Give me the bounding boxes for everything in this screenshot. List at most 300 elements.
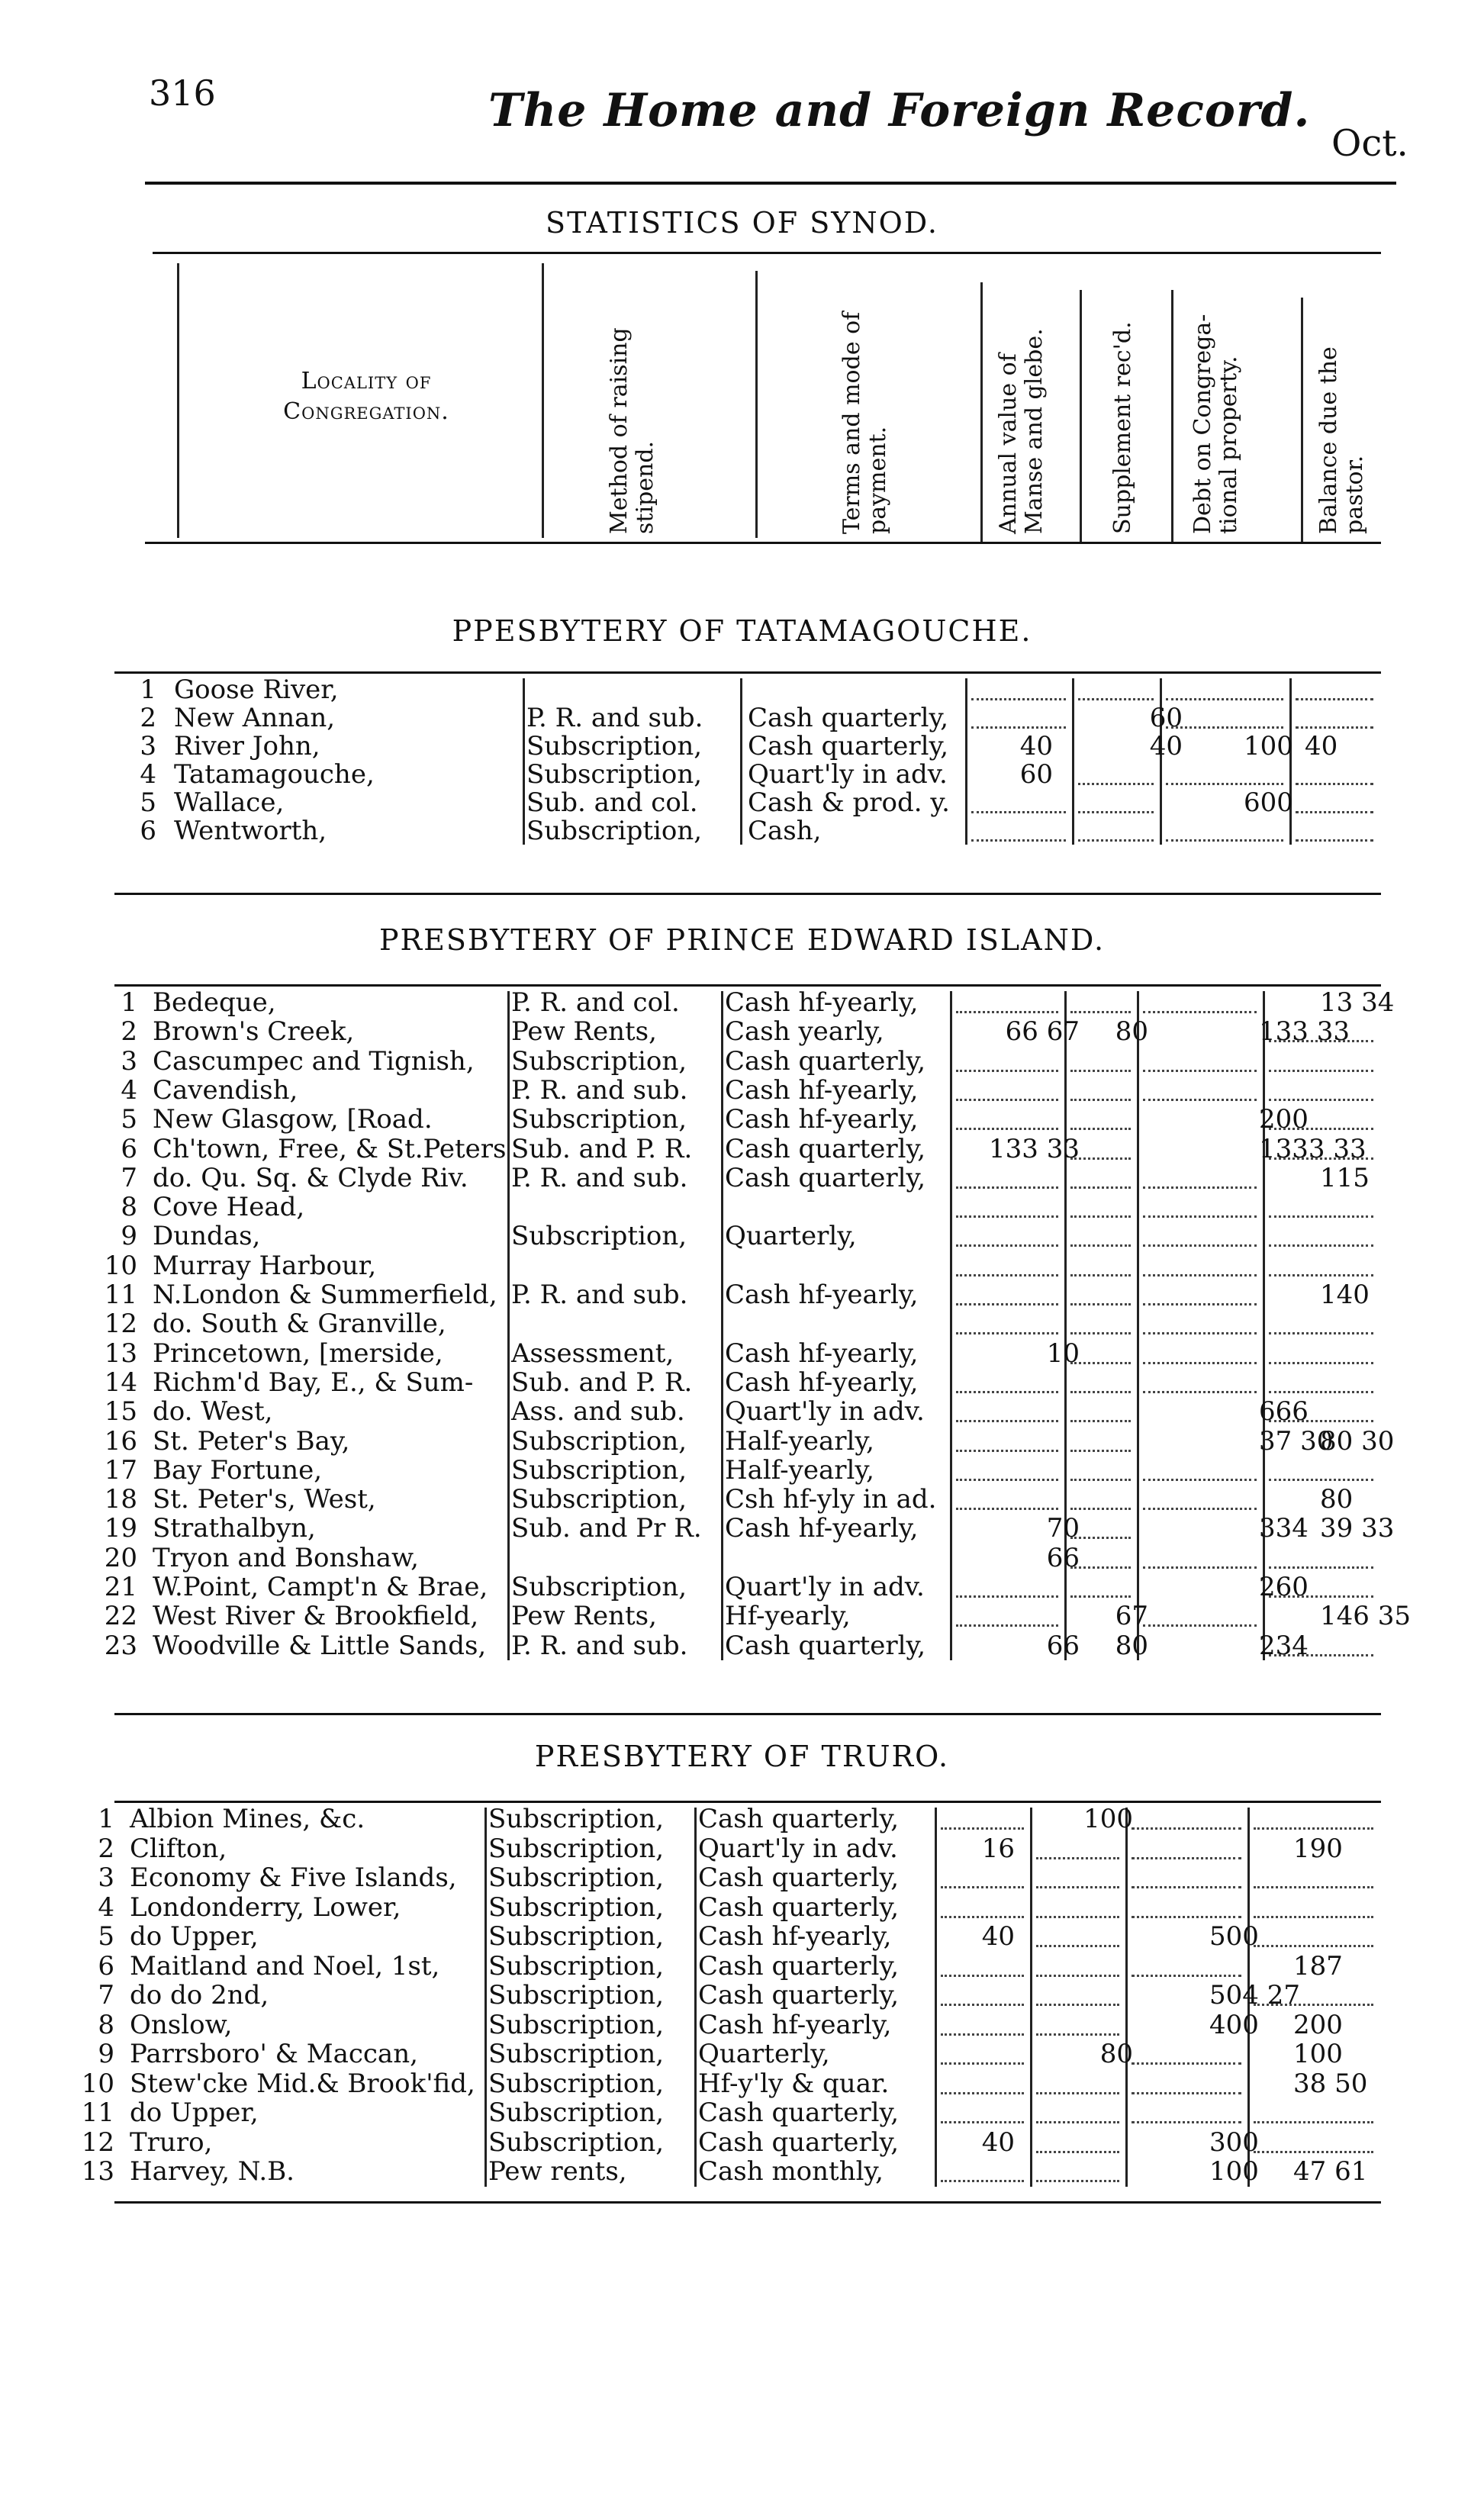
balance-cell: 100 xyxy=(1293,2039,1343,2069)
dot-leader xyxy=(1036,2092,1119,2094)
debt-column-header: Debt on Congrega- tional property. xyxy=(1189,314,1242,534)
dot-leader xyxy=(1070,1332,1131,1334)
terms-cell: Quarterly, xyxy=(725,1221,857,1252)
locality-cell: Wentworth, xyxy=(174,816,327,846)
debt-cell: 234 xyxy=(1259,1630,1309,1661)
annual-value-cell: 66 xyxy=(1046,1542,1080,1573)
dot-leader xyxy=(1269,1070,1373,1072)
dot-leader xyxy=(1036,1975,1119,1977)
dot-leader xyxy=(1143,1215,1257,1218)
annual-value-cell: 16 xyxy=(981,1833,1015,1864)
terms-cell: Hf-y'ly & quar. xyxy=(698,2068,890,2099)
locality-cell: do. Qu. Sq. & Clyde Riv. xyxy=(153,1162,468,1193)
dot-leader xyxy=(956,1128,1058,1130)
section-bottom-rule xyxy=(114,2201,1381,2204)
method-cell: Subscription, xyxy=(488,1891,665,1923)
method-cell: Subscription, xyxy=(526,731,703,761)
row-number: 7 xyxy=(121,1162,137,1193)
method-cell: Subscription, xyxy=(488,1833,665,1864)
dot-leader xyxy=(1143,1244,1257,1247)
terms-cell: Cash hf-yearly, xyxy=(725,1280,919,1310)
locality-cell: Brown's Creek, xyxy=(153,1016,355,1048)
terms-cell: Cash quarterly, xyxy=(698,1950,900,1982)
dot-leader xyxy=(941,2092,1024,2094)
row-number: 11 xyxy=(81,2097,114,2128)
supplement-cell: 80 xyxy=(1099,2039,1133,2069)
row-number: 6 xyxy=(98,1950,114,1982)
dot-leader xyxy=(1132,1916,1241,1918)
method-cell: Subscription, xyxy=(488,2126,665,2158)
terms-cell: Cash monthly, xyxy=(698,2156,884,2187)
dot-leader xyxy=(1132,2062,1241,2065)
locality-cell: Cove Head, xyxy=(153,1192,305,1223)
column-divider xyxy=(755,271,758,538)
dot-leader xyxy=(1078,811,1154,813)
annual-value-cell: 133 33 xyxy=(989,1133,1080,1164)
row-number: 16 xyxy=(104,1425,137,1457)
row-number: 3 xyxy=(121,1045,137,1077)
dot-leader xyxy=(1143,1186,1257,1189)
table-row xyxy=(0,2128,1484,2157)
balance-cell: 200 xyxy=(1293,2009,1343,2040)
column-divider xyxy=(177,263,179,538)
dot-leader xyxy=(1166,839,1283,842)
debt-cell: 200 xyxy=(1259,1104,1309,1135)
locality-cell: W.Point, Campt'n & Brae, xyxy=(153,1572,488,1602)
annual-value-cell: 10 xyxy=(1046,1338,1080,1369)
terms-cell: Cash quarterly, xyxy=(698,2126,900,2158)
dot-leader xyxy=(1036,1857,1119,1859)
supplement-cell: 80 xyxy=(1115,1016,1148,1048)
debt-cell: 260 xyxy=(1259,1572,1309,1602)
balance-cell: 115 xyxy=(1320,1162,1370,1193)
section-title: PRESBYTERY OF TRURO. xyxy=(534,1740,950,1773)
table-row xyxy=(0,1222,1484,1251)
table-row xyxy=(0,1047,1484,1076)
terms-cell: Cash quarterly, xyxy=(698,1891,900,1923)
row-number: 7 xyxy=(98,1980,114,2010)
terms-cell: Cash hf-yearly, xyxy=(725,1367,919,1398)
terms-cell: Cash hf-yearly, xyxy=(725,1074,919,1106)
dot-leader xyxy=(1132,1886,1241,1888)
table-row xyxy=(0,1631,1484,1660)
row-number: 5 xyxy=(140,787,156,818)
locality-cell: Strathalbyn, xyxy=(153,1513,316,1544)
dot-leader xyxy=(1269,1040,1373,1042)
table-row xyxy=(0,1076,1484,1105)
row-number: 12 xyxy=(81,2126,114,2158)
row-number: 13 xyxy=(81,2156,114,2187)
journal-title: The Home and Foreign Record. xyxy=(488,84,1311,137)
locality-cell: New Glasgow, [Road. xyxy=(153,1104,433,1135)
terms-cell: Cash quarterly, xyxy=(698,1980,900,2010)
dot-leader xyxy=(1143,1274,1257,1276)
method-cell: P. R. and sub. xyxy=(511,1630,688,1661)
dot-leader xyxy=(1070,1595,1131,1598)
method-cell: Subscription, xyxy=(511,1104,687,1135)
locality-cell: Tatamagouche, xyxy=(174,759,375,790)
terms-cell: Cash, xyxy=(748,816,822,846)
locality-cell: Cavendish, xyxy=(153,1074,298,1106)
terms-column-header: Terms and mode of payment. xyxy=(839,311,891,534)
locality-cell: Economy & Five Islands, xyxy=(130,1862,457,1893)
dot-leader xyxy=(971,698,1066,700)
table-title: STATISTICS OF SYNOD. xyxy=(546,206,938,240)
dot-leader xyxy=(1070,1274,1131,1276)
dot-leader xyxy=(941,2121,1024,2123)
table-row xyxy=(0,1427,1484,1456)
column-divider xyxy=(1301,298,1303,542)
table-row xyxy=(0,1017,1484,1046)
annual-value-cell: 70 xyxy=(1046,1513,1080,1544)
dot-leader xyxy=(1269,1479,1373,1481)
dot-leader xyxy=(1132,1827,1241,1830)
row-number: 1 xyxy=(98,1804,114,1834)
month-label: Oct. xyxy=(1331,122,1408,165)
row-number: 5 xyxy=(98,1921,114,1952)
locality-cell: Albion Mines, &c. xyxy=(130,1804,365,1834)
dot-leader xyxy=(971,839,1066,842)
supplement-cell: 40 xyxy=(1149,731,1183,761)
supplement-cell: 100 xyxy=(1083,1804,1133,1834)
row-number: 8 xyxy=(121,1192,137,1223)
dot-leader xyxy=(1143,1332,1257,1334)
terms-cell: Cash hf-yearly, xyxy=(698,2009,892,2040)
section-top-rule xyxy=(114,1801,1381,1803)
annual-value-cell: 66 xyxy=(1046,1630,1080,1661)
dot-leader xyxy=(1166,783,1283,785)
method-cell: P. R. and sub. xyxy=(526,703,703,733)
locality-cell: St. Peter's, West, xyxy=(153,1484,376,1515)
dot-leader xyxy=(1254,2121,1373,2123)
supplement-cell: 80 xyxy=(1115,1630,1148,1661)
dot-leader xyxy=(1269,1244,1373,1247)
dot-leader xyxy=(1143,1070,1257,1072)
method-column-header: Method of raising stipend. xyxy=(606,327,658,534)
locality-cell: Bedeque, xyxy=(153,987,276,1018)
dot-leader xyxy=(971,811,1066,813)
table-row xyxy=(0,1397,1484,1426)
row-number: 3 xyxy=(140,731,156,761)
section-top-rule xyxy=(114,671,1381,674)
dot-leader xyxy=(1269,1654,1373,1656)
table-row xyxy=(0,2069,1484,2098)
dot-leader xyxy=(941,1886,1024,1888)
row-number: 4 xyxy=(121,1074,137,1106)
dot-leader xyxy=(941,2062,1024,2065)
method-cell: Subscription, xyxy=(526,759,703,790)
terms-cell: Hf-yearly, xyxy=(725,1601,851,1632)
method-cell: Subscription, xyxy=(511,1484,687,1515)
supplement-cell: 67 xyxy=(1115,1601,1148,1632)
dot-leader xyxy=(1070,1157,1131,1160)
dot-leader xyxy=(1036,2033,1119,2036)
table-row xyxy=(0,1893,1484,1922)
dot-leader xyxy=(1143,1362,1257,1364)
dot-leader xyxy=(1269,1566,1373,1569)
debt-cell: 300 xyxy=(1209,2126,1259,2158)
method-cell: Subscription, xyxy=(488,1921,665,1952)
table-row xyxy=(0,1981,1484,2010)
locality-cell: Goose River, xyxy=(174,674,339,705)
dot-leader xyxy=(1254,2004,1373,2006)
terms-cell: Cash hf-yearly, xyxy=(725,987,919,1018)
supplement-cell: 60 xyxy=(1149,703,1183,733)
method-cell: Sub. and col. xyxy=(526,787,698,818)
dot-leader xyxy=(1078,783,1154,785)
table-row xyxy=(0,1164,1484,1193)
dot-leader xyxy=(1269,1362,1373,1364)
dot-leader xyxy=(1132,2121,1241,2123)
terms-cell: Cash hf-yearly, xyxy=(725,1104,919,1135)
locality-cell: do Upper, xyxy=(130,2097,259,2128)
debt-cell: 100 xyxy=(1244,731,1293,761)
dot-leader xyxy=(1070,1215,1131,1218)
table-row xyxy=(0,1339,1484,1368)
locality-cell: Dundas, xyxy=(153,1221,261,1252)
method-cell: Sub. and Pr R. xyxy=(511,1513,702,1544)
dot-leader xyxy=(1036,1945,1119,1947)
dot-leader xyxy=(1070,1391,1131,1393)
row-number: 1 xyxy=(121,987,137,1018)
dot-leader xyxy=(956,1274,1058,1276)
dot-leader xyxy=(956,1244,1058,1247)
method-cell: Pew rents, xyxy=(488,2156,627,2187)
table-row xyxy=(0,1485,1484,1514)
row-number: 10 xyxy=(104,1250,137,1281)
method-cell: Subscription, xyxy=(488,2068,665,2099)
locality-cell: do Upper, xyxy=(130,1921,259,1952)
locality-cell: River John, xyxy=(174,731,320,761)
row-number: 19 xyxy=(104,1513,137,1544)
method-cell: Subscription, xyxy=(488,2009,665,2040)
locality-cell: Maitland and Noel, 1st, xyxy=(130,1950,440,1982)
annual-value-cell: 40 xyxy=(981,2126,1015,2158)
terms-cell: Cash & prod. y. xyxy=(748,787,950,818)
locality-column-header: Locality of Congregation. xyxy=(283,368,449,425)
dot-leader xyxy=(1296,811,1373,813)
dot-leader xyxy=(1254,1886,1373,1888)
dot-leader xyxy=(971,726,1066,729)
row-number: 4 xyxy=(140,759,156,790)
dot-leader xyxy=(1254,1945,1373,1947)
annual-value-cell: 66 67 xyxy=(1005,1016,1080,1048)
table-row xyxy=(0,675,1484,704)
dot-leader xyxy=(1078,698,1154,700)
dot-leader xyxy=(1269,1215,1373,1218)
locality-cell: Truro, xyxy=(130,2126,213,2158)
terms-cell: Cash hf-yearly, xyxy=(698,1921,892,1952)
table-row xyxy=(0,732,1484,761)
table-row xyxy=(0,1804,1484,1833)
table-row xyxy=(0,1456,1484,1485)
column-header-bottom-rule xyxy=(145,542,1381,544)
dot-leader xyxy=(956,1595,1058,1598)
section-top-rule xyxy=(114,984,1381,987)
method-cell: Subscription, xyxy=(488,1804,665,1834)
dot-leader xyxy=(1269,1595,1373,1598)
annual-value-cell: 40 xyxy=(1019,731,1053,761)
method-cell: Subscription, xyxy=(511,1454,687,1486)
annual-value-cell: 60 xyxy=(1019,759,1053,790)
dot-leader xyxy=(956,1332,1058,1334)
section-title: PRESBYTERY OF PRINCE EDWARD ISLAND. xyxy=(378,923,1106,957)
dot-leader xyxy=(1143,1391,1257,1393)
dot-leader xyxy=(1070,1099,1131,1101)
terms-cell: Cash quarterly, xyxy=(725,1162,926,1193)
terms-cell: Csh hf-yly in ad. xyxy=(725,1484,937,1515)
locality-cell: Wallace, xyxy=(174,787,285,818)
dot-leader xyxy=(1143,1303,1257,1305)
dot-leader xyxy=(1070,1011,1131,1013)
method-cell: Subscription, xyxy=(488,1862,665,1893)
locality-cell: Bay Fortune, xyxy=(153,1454,323,1486)
dot-leader xyxy=(1132,2092,1241,2094)
table-row xyxy=(0,1573,1484,1602)
dot-leader xyxy=(1143,1479,1257,1481)
header-rule xyxy=(145,182,1396,185)
method-cell: Ass. and sub. xyxy=(511,1396,685,1428)
terms-cell: Cash quarterly, xyxy=(725,1045,926,1077)
table-row xyxy=(0,816,1484,845)
dot-leader xyxy=(1269,1332,1373,1334)
terms-cell: Quart'ly in adv. xyxy=(698,1833,898,1864)
locality-cell: St. Peter's Bay, xyxy=(153,1425,350,1457)
dot-leader xyxy=(1166,698,1283,700)
dot-leader xyxy=(1070,1303,1131,1305)
locality-cell: Londonderry, Lower, xyxy=(130,1891,401,1923)
table-row xyxy=(0,2010,1484,2039)
dot-leader xyxy=(1143,1624,1257,1627)
dot-leader xyxy=(956,1215,1058,1218)
table-row xyxy=(0,1309,1484,1338)
row-number: 8 xyxy=(98,2009,114,2040)
table-row xyxy=(0,1368,1484,1397)
dot-leader xyxy=(1036,2121,1119,2123)
locality-cell: do. West, xyxy=(153,1396,273,1428)
row-number: 1 xyxy=(140,674,156,705)
table-row xyxy=(0,1251,1484,1280)
debt-cell: 504 27 xyxy=(1209,1980,1300,2010)
debt-cell: 600 xyxy=(1244,787,1293,818)
locality-cell: Cascumpec and Tignish, xyxy=(153,1045,475,1077)
balance-cell: 140 xyxy=(1320,1280,1370,1310)
terms-cell: Cash quarterly, xyxy=(698,1862,900,1893)
dot-leader xyxy=(1254,2151,1373,2153)
debt-cell: 500 xyxy=(1209,1921,1259,1952)
dot-leader xyxy=(941,1975,1024,1977)
row-number: 17 xyxy=(104,1454,137,1486)
dot-leader xyxy=(956,1479,1058,1481)
row-number: 9 xyxy=(121,1221,137,1252)
dot-leader xyxy=(1070,1420,1131,1422)
dot-leader xyxy=(956,1508,1058,1510)
terms-cell: Cash quarterly, xyxy=(748,703,949,733)
dot-leader xyxy=(1036,1916,1119,1918)
annual-value-cell: 40 xyxy=(981,1921,1015,1952)
balance-cell: 146 35 xyxy=(1320,1601,1411,1632)
table-row xyxy=(0,1193,1484,1222)
row-number: 2 xyxy=(121,1016,137,1048)
locality-cell: West River & Brookfield, xyxy=(153,1601,479,1632)
row-number: 6 xyxy=(121,1133,137,1164)
dot-leader xyxy=(1254,1916,1373,1918)
dot-leader xyxy=(1070,1070,1131,1072)
dot-leader xyxy=(956,1624,1058,1627)
dot-leader xyxy=(1269,1128,1373,1130)
row-number: 9 xyxy=(98,2039,114,2069)
row-number: 12 xyxy=(104,1309,137,1340)
locality-cell: Princetown, [merside, xyxy=(153,1338,443,1369)
debt-cell: 666 xyxy=(1259,1396,1309,1428)
table-row xyxy=(0,1602,1484,1631)
table-row xyxy=(0,1135,1484,1164)
dot-leader xyxy=(1070,1566,1131,1569)
row-number: 2 xyxy=(98,1833,114,1864)
dot-leader xyxy=(1143,1566,1257,1569)
dot-leader xyxy=(1269,1099,1373,1101)
table-row xyxy=(0,988,1484,1017)
dot-leader xyxy=(1132,1975,1241,1977)
terms-cell: Cash quarterly, xyxy=(725,1630,926,1661)
dot-leader xyxy=(1078,839,1154,842)
locality-cell: Onslow, xyxy=(130,2009,233,2040)
dot-leader xyxy=(1070,1186,1131,1189)
balance-cell: 39 33 xyxy=(1320,1513,1395,1544)
balance-cell: 190 xyxy=(1293,1833,1343,1864)
dot-leader xyxy=(956,1070,1058,1072)
dot-leader xyxy=(1070,1450,1131,1452)
method-cell: Sub. and P. R. xyxy=(511,1367,693,1398)
locality-cell: New Annan, xyxy=(174,703,336,733)
method-cell: P. R. and col. xyxy=(511,987,680,1018)
row-number: 2 xyxy=(140,703,156,733)
balance-cell: 187 xyxy=(1293,1950,1343,1982)
method-cell: Subscription, xyxy=(511,1045,687,1077)
debt-cell: 100 xyxy=(1209,2156,1259,2187)
dot-leader xyxy=(1296,783,1373,785)
method-cell: P. R. and sub. xyxy=(511,1280,688,1310)
supplement-column-header: Supplement rec'd. xyxy=(1109,321,1136,534)
row-number: 20 xyxy=(104,1542,137,1573)
dot-leader xyxy=(956,1391,1058,1393)
method-cell: Subscription, xyxy=(488,2097,665,2128)
dot-leader xyxy=(1070,1479,1131,1481)
terms-cell: Quart'ly in adv. xyxy=(725,1572,925,1602)
terms-cell: Half-yearly, xyxy=(725,1454,874,1486)
locality-cell: do. South & Granville, xyxy=(153,1309,446,1340)
table-row xyxy=(0,2098,1484,2127)
terms-cell: Cash quarterly, xyxy=(698,1804,900,1834)
method-cell: Subscription, xyxy=(511,1221,687,1252)
column-divider xyxy=(1171,290,1173,542)
dot-leader xyxy=(941,2180,1024,2182)
balance-column-header: Balance due the pastor. xyxy=(1315,346,1368,534)
terms-cell: Cash quarterly, xyxy=(698,2097,900,2128)
row-number: 10 xyxy=(81,2068,114,2099)
method-cell: Sub. and P. R. xyxy=(511,1133,693,1164)
locality-cell: Ch'town, Free, & St.Peters xyxy=(153,1133,507,1164)
terms-cell: Cash hf-yearly, xyxy=(725,1338,919,1369)
locality-cell: Murray Harbour, xyxy=(153,1250,377,1281)
dot-leader xyxy=(1166,726,1283,729)
dot-leader xyxy=(956,1186,1058,1189)
locality-cell: Tryon and Bonshaw, xyxy=(153,1542,419,1573)
table-row xyxy=(0,2157,1484,2186)
dot-leader xyxy=(1143,1011,1257,1013)
method-cell: P. R. and sub. xyxy=(511,1074,688,1106)
locality-cell: Parrsboro' & Maccan, xyxy=(130,2039,418,2069)
